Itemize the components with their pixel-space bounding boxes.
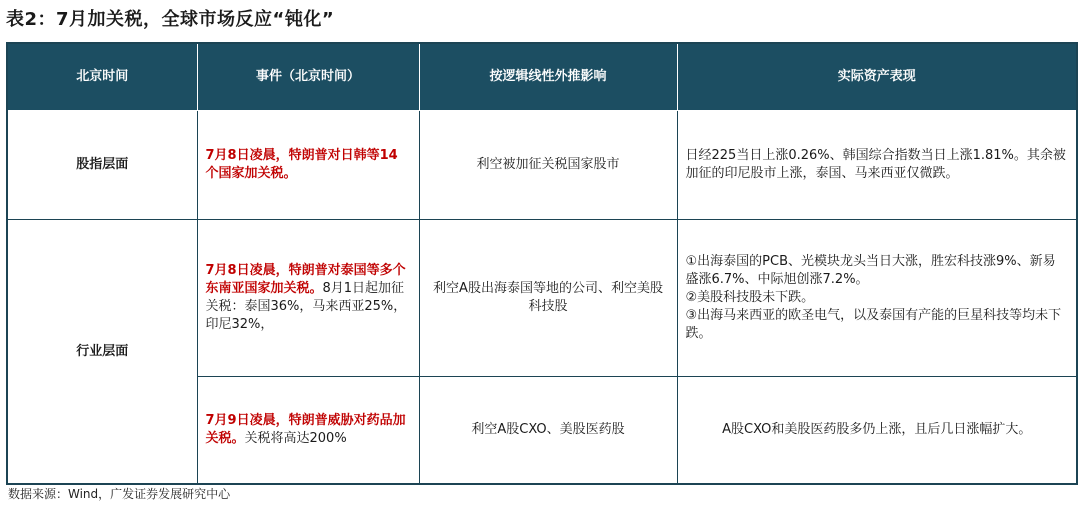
table-header-row [7, 43, 1077, 111]
impact-cell-index: 利空被加征关税国家股市 [419, 111, 677, 220]
header-actual-performance: 实际资产表现 [677, 43, 1077, 111]
event-highlight: 7月8日凌晨，特朗普对日韩等14个国家加关税。 [205, 148, 398, 181]
table-title: 表2：7月加关税，全球市场反应“钝化” [6, 9, 335, 30]
data-source-note: 数据来源：Wind，广发证券发展研究中心 [8, 487, 231, 501]
table-row-index-level [7, 111, 1077, 220]
event-highlight: 7月9日凌晨，特朗普威胁对药品加关税。 [205, 413, 406, 446]
actual-cell-pharma: A股CXO和美股医药股多仍上涨，且后几日涨幅扩大。 [677, 377, 1077, 485]
actual-line: 日经225当日上涨0.26%、韩国综合指数当日上涨1.81%。其余被加征的印尼股市上涨，泰国、马来西亚仅微跌。 [685, 148, 1066, 181]
impact-cell-southeast-asia: 利空A股出海泰国等地的公司、利空美股科技股 [419, 220, 677, 377]
event-cell-southeast-asia [197, 220, 419, 377]
event-cell-pharma [197, 377, 419, 485]
actual-cell-southeast-asia [677, 220, 1077, 377]
event-detail: 8月1日起加征关税：泰国36%，马来西亚25%，印尼32%， [205, 281, 407, 332]
event-cell-japan-korea [197, 111, 419, 220]
actual-line: ③出海马来西亚的欧圣电气，以及泰国有产能的巨星科技等均未下跌。 [685, 308, 1062, 341]
event-highlight: 7月8日凌晨，特朗普对泰国等多个东南亚国家加关税。 [205, 263, 406, 296]
table-row-industry-level-1 [7, 220, 1077, 377]
actual-cell-index [677, 111, 1077, 220]
impact-cell-pharma: 利空A股CXO、美股医药股 [419, 377, 677, 485]
actual-line: ①出海泰国的PCB、光模块龙头当日大涨，胜宏科技涨9%、新易盛涨6.7%、中际旭创涨7.2%。 [685, 254, 1056, 287]
header-event: 事件（北京时间） [197, 43, 419, 111]
event-detail: 关税将高达200% [244, 431, 347, 446]
header-beijing-time: 北京时间 [7, 43, 197, 111]
tariff-reaction-table [6, 42, 1078, 485]
header-linear-impact: 按逻辑线性外推影响 [419, 43, 677, 111]
category-industry-level: 行业层面 [7, 220, 197, 485]
category-index-level: 股指层面 [7, 111, 197, 220]
actual-line: ②美股科技股未下跌。 [685, 290, 815, 305]
